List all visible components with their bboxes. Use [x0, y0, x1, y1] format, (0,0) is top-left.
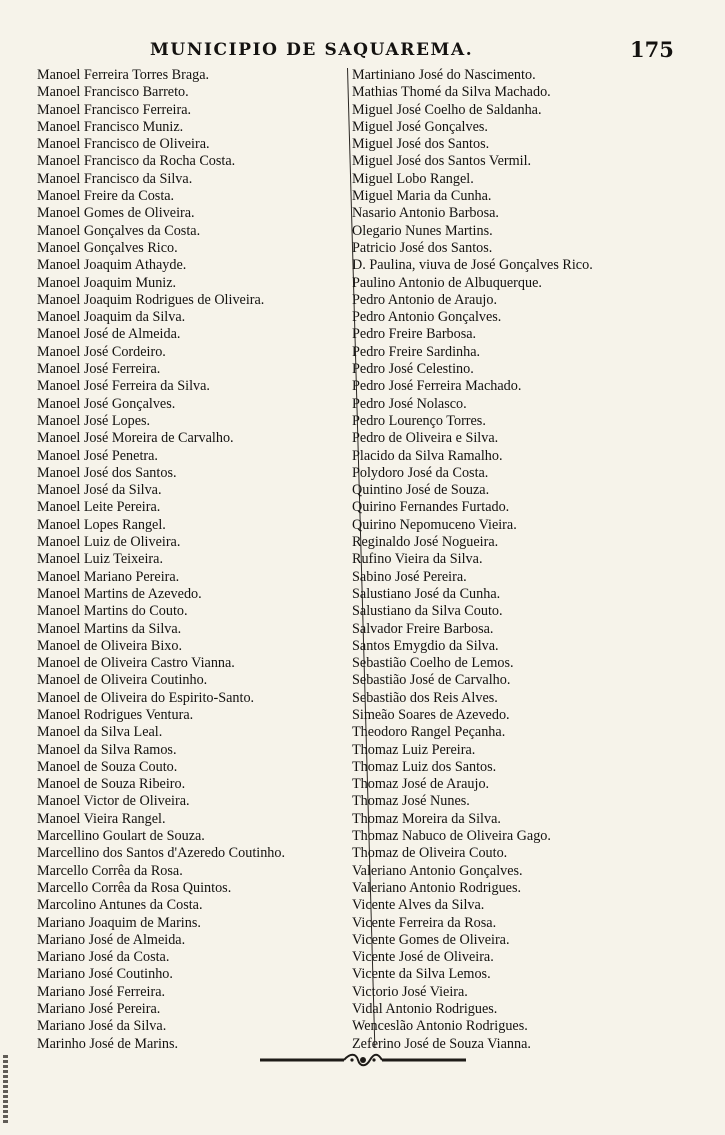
- name-entry: Manoel Francisco Barreto.: [37, 84, 189, 101]
- name-entry: Vicente da Silva Lemos.: [352, 966, 491, 983]
- name-entry: Thomaz Luiz Pereira.: [352, 741, 476, 758]
- name-entry: Marcello Corrêa da Rosa.: [37, 862, 183, 879]
- name-entry: Quintino José de Souza.: [352, 482, 490, 499]
- name-entry: Manoel Joaquim Rodrigues de Oliveira.: [37, 291, 265, 308]
- name-entry: Wenceslão Antonio Rodrigues.: [352, 1018, 528, 1035]
- name-entry: Manoel de Oliveira do Espirito-Santo.: [37, 689, 255, 706]
- name-entry: Pedro Antonio Gonçalves.: [352, 309, 502, 326]
- name-entry: Martiniano José do Nascimento.: [352, 67, 536, 83]
- name-entry: Manoel Martins de Azevedo.: [37, 585, 202, 602]
- left-name-column: [37, 67, 357, 1053]
- name-entry: Marcellino dos Santos d'Azeredo Coutinho.: [37, 845, 286, 862]
- name-entry: Manoel Lopes Rangel.: [37, 516, 166, 533]
- name-entry: Manoel Luiz Teixeira.: [37, 551, 163, 568]
- name-entry: Manoel Francisco da Silva.: [37, 170, 193, 187]
- name-entry: Sebastião Coelho de Lemos.: [352, 655, 514, 672]
- name-entry: Miguel José dos Santos Vermil.: [352, 153, 532, 170]
- name-entry: Pedro Antonio de Araujo.: [352, 291, 498, 308]
- name-entry: Mariano José Coutinho.: [37, 966, 173, 983]
- name-entry: Marcolino Antunes da Costa.: [37, 897, 203, 914]
- name-entry: Manoel Martins da Silva.: [37, 620, 182, 637]
- name-entry: Salustiano da Silva Couto.: [352, 603, 503, 620]
- name-entry: Sebastião José de Carvalho.: [352, 672, 511, 689]
- name-entry: Manoel José Ferreira da Silva.: [37, 378, 210, 395]
- name-entry: Manoel Leite Pereira.: [37, 499, 161, 516]
- name-entry: Paulino Antonio de Albuquerque.: [352, 274, 542, 291]
- name-entry: Pedro Lourenço Torres.: [352, 412, 486, 429]
- name-entry: Miguel Lobo Rangel.: [352, 170, 474, 187]
- name-entry: Olegario Nunes Martins.: [352, 222, 493, 239]
- name-entry: Manoel Francisco Muniz.: [37, 118, 184, 135]
- name-entry: Salvador Freire Barbosa.: [352, 620, 494, 637]
- page-number: 175: [630, 37, 674, 62]
- name-entry: Sabino José Pereira.: [352, 568, 467, 585]
- name-entry: Vidal Antonio Rodrigues.: [352, 1001, 498, 1018]
- end-ornament: [258, 1052, 468, 1068]
- name-entry: Manoel Francisco Ferreira.: [37, 101, 192, 118]
- name-entry: Manoel Vieira Rangel.: [37, 810, 166, 827]
- name-entry: Manoel de Souza Ribeiro.: [37, 776, 186, 793]
- name-entry: Victorio José Vieira.: [352, 983, 468, 1000]
- name-entry: Zeferino José de Souza Vianna.: [352, 1035, 531, 1052]
- name-entry: Manoel Rodrigues Ventura.: [37, 706, 194, 723]
- name-entry: Mariano José da Silva.: [37, 1018, 167, 1035]
- page-title: MUNICIPIO DE SAQUAREMA.: [150, 40, 474, 60]
- name-entry: Manoel Luiz de Oliveira.: [37, 534, 181, 551]
- name-entry: Pedro Freire Barbosa.: [352, 326, 477, 343]
- name-entry: Manoel Ferreira Torres Braga.: [37, 67, 210, 83]
- name-entry: Theodoro Rangel Peçanha.: [352, 724, 506, 741]
- name-entry: Manoel de Oliveira Bixo.: [37, 637, 182, 654]
- name-entry: Miguel José Gonçalves.: [352, 118, 488, 135]
- name-entry: Quirino Fernandes Furtado.: [352, 499, 510, 516]
- name-entry: Marcellino Goulart de Souza.: [37, 828, 205, 845]
- name-entry: Manoel José dos Santos.: [37, 464, 177, 481]
- name-entry: Mariano José Ferreira.: [37, 983, 166, 1000]
- margin-mark: [3, 1055, 8, 1125]
- name-entry: Manoel José Ferreira.: [37, 361, 161, 378]
- name-entry: Manoel Francisco da Rocha Costa.: [37, 153, 236, 170]
- name-entry: Sebastião dos Reis Alves.: [352, 689, 498, 706]
- name-entry: Thomaz de Oliveira Couto.: [352, 845, 508, 862]
- name-entry: Manoel José Moreira de Carvalho.: [37, 430, 234, 447]
- name-entry: Mariano José Pereira.: [37, 1001, 161, 1018]
- name-entry: Placido da Silva Ramalho.: [352, 447, 503, 464]
- name-entry: Mariano José de Almeida.: [37, 931, 186, 948]
- name-entry: Miguel Maria da Cunha.: [352, 188, 492, 205]
- name-entry: Manoel de Oliveira Coutinho.: [37, 672, 208, 689]
- name-entry: Manoel José de Almeida.: [37, 326, 181, 343]
- name-entry: Manoel Joaquim da Silva.: [37, 309, 186, 326]
- name-entry: Simeão Soares de Azevedo.: [352, 706, 510, 723]
- name-entry: Manoel Gonçalves Rico.: [37, 239, 178, 256]
- name-entry: Santos Emygdio da Silva.: [352, 637, 499, 654]
- name-entry: Thomaz José Nunes.: [352, 793, 470, 810]
- name-entry: Mathias Thomé da Silva Machado.: [352, 84, 551, 101]
- name-entry: Manoel José Cordeiro.: [37, 343, 166, 360]
- name-entry: Manoel Martins do Couto.: [37, 603, 188, 620]
- name-entry: Manoel Gomes de Oliveira.: [37, 205, 195, 222]
- name-entry: Manoel da Silva Leal.: [37, 724, 163, 741]
- name-entry: Vicente Alves da Silva.: [352, 897, 485, 914]
- name-entry: Manoel José da Silva.: [37, 482, 162, 499]
- name-entry: Marinho José de Marins.: [37, 1035, 179, 1052]
- name-entry: Mariano Joaquim de Marins.: [37, 914, 201, 931]
- name-entry: Manoel de Souza Couto.: [37, 758, 178, 775]
- name-entry: Manoel Francisco de Oliveira.: [37, 136, 210, 153]
- name-entry: Manoel de Oliveira Castro Vianna.: [37, 655, 235, 672]
- right-name-column: [352, 67, 702, 1053]
- name-entry: Quirino Nepomuceno Vieira.: [352, 516, 517, 533]
- name-entry: Thomaz Moreira da Silva.: [352, 810, 501, 827]
- name-entry: Mariano José da Costa.: [37, 949, 170, 966]
- name-entry: Thomaz Luiz dos Santos.: [352, 758, 497, 775]
- name-entry: Pedro José Nolasco.: [352, 395, 467, 412]
- name-entry: Pedro Freire Sardinha.: [352, 343, 481, 360]
- page-header: [0, 37, 725, 70]
- name-entry: Rufino Vieira da Silva.: [352, 551, 483, 568]
- name-entry: Reginaldo José Nogueira.: [352, 534, 499, 551]
- name-entry: Pedro José Ferreira Machado.: [352, 378, 522, 395]
- name-entry: Manoel José Gonçalves.: [37, 395, 176, 412]
- name-entry: Polydoro José da Costa.: [352, 464, 489, 481]
- name-entry: Miguel José dos Santos.: [352, 136, 490, 153]
- name-entry: Thomaz Nabuco de Oliveira Gago.: [352, 828, 551, 845]
- name-entry: Vicente Ferreira da Rosa.: [352, 914, 497, 931]
- name-entry: Salustiano José da Cunha.: [352, 585, 501, 602]
- name-entry: Manoel Victor de Oliveira.: [37, 793, 190, 810]
- name-entry: Pedro José Celestino.: [352, 361, 474, 378]
- name-entry: Manoel José Penetra.: [37, 447, 158, 464]
- name-entry: Manoel Freire da Costa.: [37, 188, 175, 205]
- name-entry: Patricio José dos Santos.: [352, 239, 493, 256]
- name-entry: Manoel José Lopes.: [37, 412, 151, 429]
- name-entry: D. Paulina, viuva de José Gonçalves Rico.: [352, 257, 593, 274]
- name-entry: Vicente Gomes de Oliveira.: [352, 931, 510, 948]
- name-entry: Manoel Joaquim Athayde.: [37, 257, 187, 274]
- name-entry: Valeriano Antonio Gonçalves.: [352, 862, 523, 879]
- name-entry: Valeriano Antonio Rodrigues.: [352, 879, 522, 896]
- name-entry: Manoel Gonçalves da Costa.: [37, 222, 201, 239]
- name-entry: Manoel Mariano Pereira.: [37, 568, 180, 585]
- name-entry: Vicente José de Oliveira.: [352, 949, 494, 966]
- name-entry: Nasario Antonio Barbosa.: [352, 205, 499, 222]
- name-entry: Pedro de Oliveira e Silva.: [352, 430, 499, 447]
- name-entry: Manoel Joaquim Muniz.: [37, 274, 177, 291]
- name-entry: Marcello Corrêa da Rosa Quintos.: [37, 879, 232, 896]
- name-entry: Miguel José Coelho de Saldanha.: [352, 101, 542, 118]
- name-entry: Manoel da Silva Ramos.: [37, 741, 177, 758]
- name-entry: Thomaz José de Araujo.: [352, 776, 490, 793]
